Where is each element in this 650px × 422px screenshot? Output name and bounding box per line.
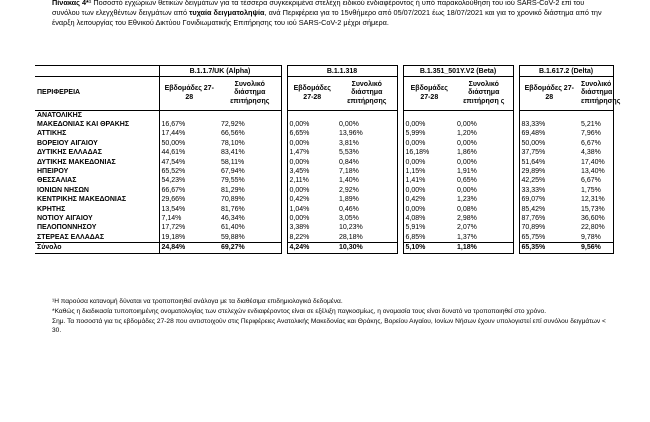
beta-week-value: 0,00% [403, 139, 455, 148]
variants-by-region-table [35, 65, 621, 254]
delta-total-value: 9,78% [579, 233, 613, 243]
delta-total-value: 12,31% [579, 195, 613, 204]
b11318-total-value: 3,05% [337, 214, 397, 223]
beta-week-value: 0,00% [403, 186, 455, 195]
alpha-total-value: 59,88% [219, 233, 281, 243]
b11318-total-value: 28,18% [337, 233, 397, 243]
beta-week-header: Εβδομάδες 27-28 [403, 77, 455, 111]
caption-text-2: , ανά Περιφέρεια για το 15νθήμερο από 05/07/2021 έως 18/07/2021 και για το χρονικό διάστημα από την έναρξη λειτουργίας του Εθνικού Δικτύου Γονιδιωματικής Επιτήρησης του ιού SARS-CoV-2 μέχρι σήμερα. [52, 8, 602, 27]
delta-week-value: 70,89% [519, 223, 579, 232]
table-row [35, 214, 613, 223]
b11318-total-value: 3,81% [337, 139, 397, 148]
region-header: ΠΕΡΙΦΕΡΕΙΑ [35, 77, 159, 111]
b11318-total-value: 10,30% [337, 243, 397, 253]
beta-total-value: 1,86% [455, 148, 513, 157]
delta-total-value: 36,60% [579, 214, 613, 223]
beta-total-value: 0,00% [455, 139, 513, 148]
delta-week-value: 65,35% [519, 243, 579, 253]
b11318-week-value: 2,11% [287, 176, 337, 185]
b11318-week-header: Εβδομάδες 27-28 [287, 77, 337, 111]
alpha-total-value: 83,41% [219, 148, 281, 157]
region-name: ΑΤΤΙΚΗΣ [35, 129, 159, 138]
b11318-week-value: 0,42% [287, 195, 337, 204]
table-row [35, 111, 613, 121]
group-alpha: B.1.1.7/UK (Alpha) [159, 66, 281, 77]
alpha-total-value: 72,92% [219, 120, 281, 129]
alpha-total-value: 81,29% [219, 186, 281, 195]
alpha-week-value: 65,52% [161, 168, 186, 176]
beta-total-value: 0,00% [455, 186, 513, 195]
beta-week-value: 0,00% [403, 120, 455, 129]
table-row [35, 195, 613, 204]
group-beta: B.1.351_501Y.V2 (Beta) [403, 66, 513, 77]
group-b11318: B.1.1.318 [287, 66, 397, 77]
beta-total-value: 1,37% [455, 233, 513, 243]
region-name: ΣΤΕΡΕΑΣ ΕΛΛΑΔΑΣ [35, 233, 159, 243]
delta-week-value: 69,48% [519, 129, 579, 138]
variant-group-header-row [35, 66, 613, 77]
beta-total-value: 0,00% [455, 158, 513, 167]
footnote-3: Σημ. Τα ποσοστά για τις εβδομάδες 27-28 που αντιστοιχούν στις Περιφέρειες Ανατολικής Μακεδονίας και Θράκης, Βορείου Αιγαίου, Ιονίων Νήσων έχουν υπολογιστεί επί συνόλου δειγμάτων < 30. [52, 317, 606, 335]
b11318-total-value: 5,53% [337, 148, 397, 157]
b11318-week-value: 3,38% [287, 223, 337, 232]
alpha-total-value: 79,55% [219, 176, 281, 185]
total-row [35, 243, 613, 253]
alpha-total-value: 66,56% [219, 129, 281, 138]
alpha-week-value: 44,61% [161, 149, 186, 157]
beta-week-value: 4,08% [403, 214, 455, 223]
alpha-total-value: 69,27% [219, 243, 281, 253]
delta-total-value: 17,40% [579, 158, 613, 167]
delta-week-value: 65,75% [519, 233, 579, 243]
delta-week-value: 69,07% [519, 195, 579, 204]
delta-total-value: 6,67% [579, 139, 613, 148]
column-header-row [35, 77, 613, 111]
beta-total-value: 0,65% [455, 176, 513, 185]
b11318-total-value: 7,18% [337, 167, 397, 176]
table-row [35, 176, 613, 185]
table-caption [52, 0, 612, 28]
delta-total-value: 5,21% [579, 120, 613, 129]
b11318-week-value: 0,00% [287, 139, 337, 148]
beta-total-value: 2,07% [455, 223, 513, 232]
alpha-total-value: 78,10% [219, 139, 281, 148]
delta-total-value: 15,73% [579, 205, 613, 214]
beta-week-value: 5,91% [403, 223, 455, 232]
b11318-week-value: 0,00% [287, 158, 337, 167]
alpha-week-value: 7,14% [161, 215, 182, 223]
alpha-total-value: 81,76% [219, 205, 281, 214]
beta-total-header: Συνολικό διάστημα επιτήρηση ς [455, 77, 513, 111]
region-name: ΚΕΝΤΡΙΚΗΣ ΜΑΚΕΔΟΝΙΑΣ [35, 195, 159, 204]
beta-week-value: 5,99% [403, 129, 455, 138]
caption-bold: τυχαία δειγματοληψία [189, 8, 265, 17]
region-name: ΘΕΣΣΑΛΙΑΣ [35, 176, 159, 185]
delta-week-value: 42,25% [519, 176, 579, 185]
caption-lead: Πίνακας 4*¹ [52, 0, 92, 7]
b11318-week-value: 1,04% [287, 205, 337, 214]
delta-week-value: 33,33% [519, 186, 579, 195]
delta-total-value: 1,75% [579, 186, 613, 195]
alpha-week-value: 13,54% [161, 205, 186, 213]
delta-week-value: 85,42% [519, 205, 579, 214]
delta-week-value: 51,64% [519, 158, 579, 167]
beta-week-value: 16,18% [403, 148, 455, 157]
beta-week-value: 0,00% [403, 205, 455, 214]
region-name: ΗΠΕΙΡΟΥ [35, 167, 159, 176]
beta-total-value: 1,18% [455, 243, 513, 253]
beta-week-value: 5,10% [403, 243, 455, 253]
b11318-week-value: 1,47% [287, 148, 337, 157]
b11318-total-value: 13,96% [337, 129, 397, 138]
delta-total-value: 9,56% [579, 243, 613, 253]
delta-week-value: 83,33% [519, 120, 579, 129]
alpha-total-value: 67,94% [219, 167, 281, 176]
alpha-total-value: 46,34% [219, 214, 281, 223]
region-group-cell [35, 66, 159, 77]
region-name: ΝΟΤΙΟΥ ΑΙΓΑΙΟΥ [35, 214, 159, 223]
delta-total-value: 7,96% [579, 129, 613, 138]
beta-total-value: 1,91% [455, 167, 513, 176]
beta-week-value: 6,85% [403, 233, 455, 243]
delta-week-value: 87,76% [519, 214, 579, 223]
table-row [35, 120, 613, 129]
caption-text-1: Ποσοστό εγχώριων θετικών δειγμάτων για τα τέσσερα συγκεκριμένα στελέχη ειδικού ενδιαφέροντος ή υπό παρακολούθηση του ιού SARS-CoV-2 επί του συνόλου των ελεγχθέντων δειγμάτων από [52, 0, 585, 17]
alpha-week-value: 17,72% [161, 224, 186, 232]
beta-week-value: 0,42% [403, 195, 455, 204]
region-name: ΔΥΤΙΚΗΣ ΕΛΛΑΔΑΣ [35, 148, 159, 157]
alpha-week-value: 29,66% [161, 196, 186, 204]
b11318-total-value: 10,23% [337, 223, 397, 232]
beta-total-value: 1,23% [455, 195, 513, 204]
b11318-week-value: 0,00% [287, 186, 337, 195]
footnotes [52, 297, 612, 336]
b11318-week-value: 3,45% [287, 167, 337, 176]
alpha-week-value: 47,54% [161, 158, 186, 166]
b11318-total-value: 1,89% [337, 195, 397, 204]
b11318-week-value: 0,00% [287, 214, 337, 223]
b11318-week-value: 6,65% [287, 129, 337, 138]
beta-total-value: 2,98% [455, 214, 513, 223]
alpha-week-value: 17,44% [161, 130, 186, 138]
footnote-2: *Καθώς η διαδικασία τυποποιημένης ονοματολογίας των στελεχών ενδιαφέροντος είναι σε εξέλιξη παγκοσμίως, η ονομασία τους είναι δυνατό να τροποποιηθεί στο χρόνο. [52, 307, 547, 315]
alpha-week-header: Εβδομάδες 27-28 [159, 77, 219, 111]
variants-table-container [35, 65, 621, 254]
table-row [35, 139, 613, 148]
region-name: ΠΕΛΟΠΟΝΝΗΣΟΥ [35, 223, 159, 232]
delta-total-value: 22,80% [579, 223, 613, 232]
b11318-total-value: 0,84% [337, 158, 397, 167]
group-delta: B.1.617.2 (Delta) [519, 66, 613, 77]
beta-total-value: 0,00% [455, 120, 513, 129]
delta-total-value: 13,40% [579, 167, 613, 176]
b11318-week-value: 4,24% [287, 243, 337, 253]
delta-week-value: 50,00% [519, 139, 579, 148]
beta-total-value: 0,08% [455, 205, 513, 214]
beta-week-value: 1,41% [403, 176, 455, 185]
alpha-week-value: 24,84% [159, 243, 219, 253]
beta-week-value: 0,00% [403, 158, 455, 167]
alpha-total-value: 58,11% [219, 158, 281, 167]
region-name: ΜΑΚΕΔΟΝΙΑΣ ΚΑΙ ΘΡΑΚΗΣ [35, 120, 159, 129]
alpha-total-value: 70,89% [219, 195, 281, 204]
delta-total-value: 6,67% [579, 176, 613, 185]
table-row [35, 148, 613, 157]
footnote-1: ¹Η παρούσα κατανομή δύναται να τροποποιηθεί ανάλογα με τα διαθέσιμα επιδημιολογικά δεδομένα. [52, 298, 343, 305]
delta-week-value: 29,89% [519, 167, 579, 176]
b11318-total-value: 2,92% [337, 186, 397, 195]
table-row [35, 223, 613, 232]
region-name: ΙΟΝΙΩΝ ΝΗΣΩΝ [35, 186, 159, 195]
region-name: ΔΥΤΙΚΗΣ ΜΑΚΕΔΟΝΙΑΣ [35, 158, 159, 167]
beta-week-value: 1,15% [403, 167, 455, 176]
delta-week-header: Εβδομάδες 27-28 [519, 77, 579, 111]
alpha-total-header: Συνολικό διάστημα επιτήρησης [219, 77, 281, 111]
region-name: ΑΝΑΤΟΛΙΚΗΣ [35, 111, 159, 121]
region-name: ΚΡΗΤΗΣ [35, 205, 159, 214]
table-row [35, 186, 613, 195]
table-row [35, 158, 613, 167]
alpha-week-value: 66,67% [161, 186, 186, 194]
b11318-total-value: 0,00% [337, 120, 397, 129]
delta-week-value: 37,75% [519, 148, 579, 157]
beta-total-value: 1,20% [455, 129, 513, 138]
delta-total-value: 4,38% [579, 148, 613, 157]
b11318-total-header: Συνολικό διάστημα επιτήρησης [337, 77, 397, 111]
table-row [35, 129, 613, 138]
table-row [35, 205, 613, 214]
alpha-week-value: 54,23% [161, 177, 186, 185]
region-name: Σύνολο [35, 243, 159, 253]
b11318-week-value: 0,00% [287, 120, 337, 129]
b11318-total-value: 1,40% [337, 176, 397, 185]
b11318-total-value: 0,46% [337, 205, 397, 214]
table-body [35, 111, 613, 254]
delta-total-header: Συνολικό διάστημα επιτήρησης [579, 77, 613, 111]
alpha-week-value: 16,67% [161, 121, 186, 128]
alpha-total-value: 61,40% [219, 223, 281, 232]
alpha-week-value: 19,18% [161, 233, 186, 241]
alpha-week-value: 50,00% [161, 139, 186, 147]
table-row [35, 167, 613, 176]
table-row [35, 233, 613, 243]
b11318-week-value: 8,22% [287, 233, 337, 243]
region-name: ΒΟΡΕΙΟΥ ΑΙΓΑΙΟΥ [35, 139, 159, 148]
